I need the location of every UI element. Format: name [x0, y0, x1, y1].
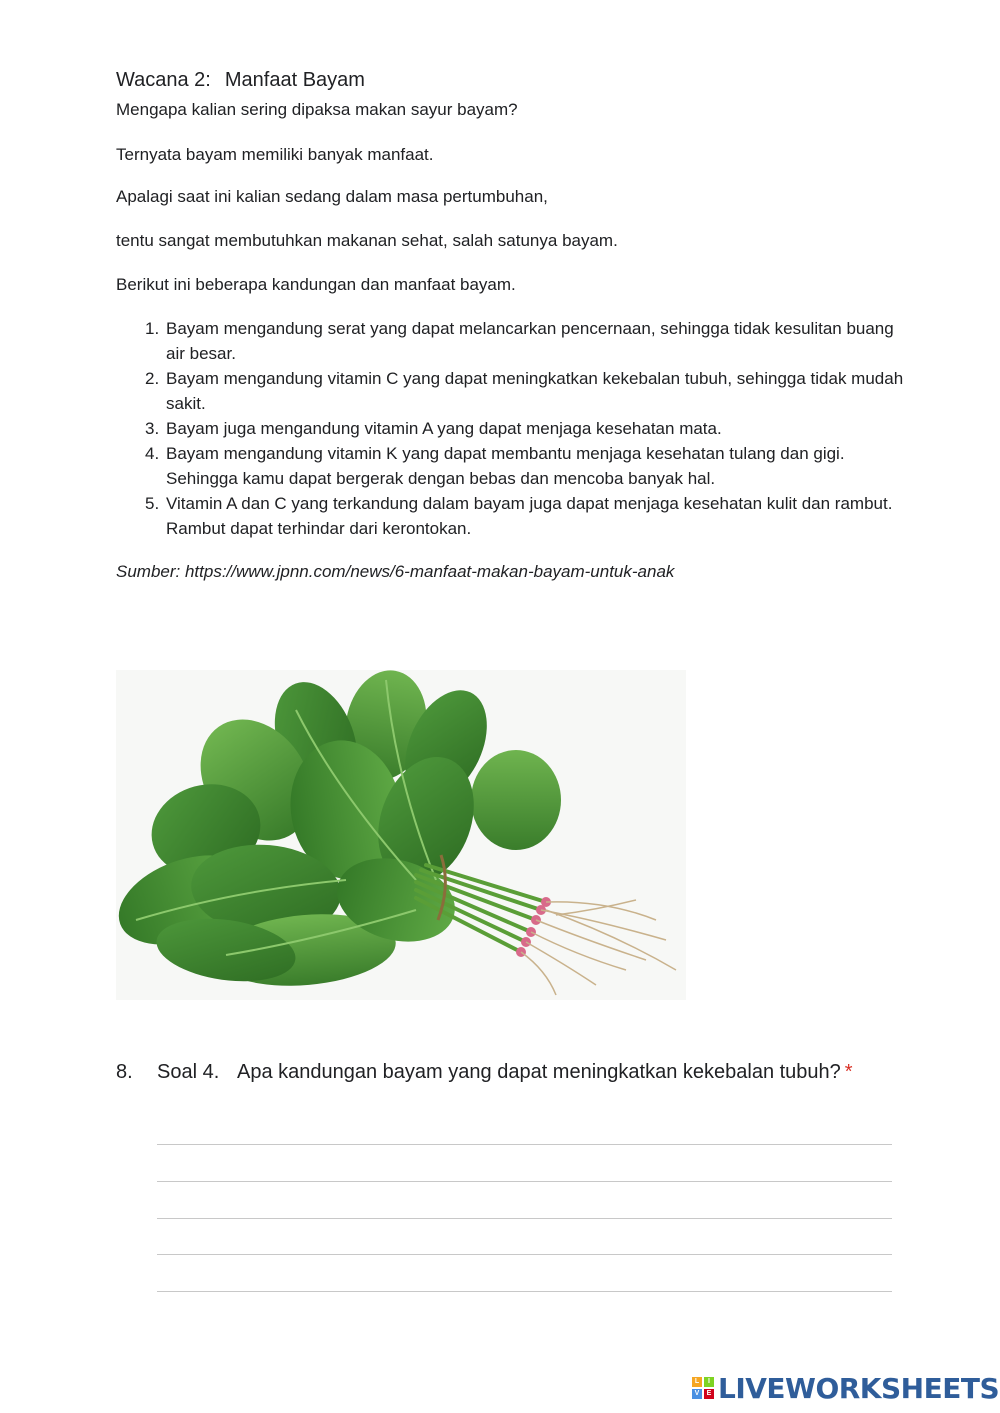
list-text: Bayam mengandung vitamin K yang dapat membantu menjaga kesehatan tulang dan gigi. Sehingga kamu dapat bergerak dengan bebas dan mencoba banyak hal.: [166, 444, 845, 488]
paragraph: Mengapa kalian sering dipaksa makan sayur bayam?: [116, 100, 518, 119]
list-item: [145, 416, 905, 441]
list-number: 3.: [145, 419, 160, 438]
passage-heading: Manfaat Bayam: [224, 69, 365, 91]
passage-title: [116, 69, 365, 92]
answer-line[interactable]: [157, 1254, 892, 1255]
logo-mark-letter: I: [704, 1377, 714, 1387]
list-text: Bayam juga mengandung vitamin A yang dapat menjaga kesehatan mata.: [166, 419, 722, 438]
passage-label: Wacana 2:: [116, 69, 211, 91]
list-number: 2.: [145, 369, 160, 388]
answer-line[interactable]: [157, 1291, 892, 1292]
benefits-list: [145, 316, 905, 541]
list-item: [145, 491, 905, 541]
paragraph: Berikut ini beberapa kandungan dan manfaat bayam.: [116, 275, 516, 294]
list-number: 5.: [145, 494, 160, 513]
question-prompt: [116, 1061, 853, 1084]
list-text: Bayam mengandung serat yang dapat melancarkan pencernaan, sehingga tidak kesulitan buang air besar.: [166, 319, 894, 363]
list-number: 4.: [145, 444, 160, 463]
logo-text: LIVEWORKSHEETS: [718, 1371, 1000, 1405]
list-number: 1.: [145, 319, 160, 338]
logo-mark-icon: [692, 1377, 714, 1399]
paragraph: tentu sangat membutuhkan makanan sehat, salah satunya bayam.: [116, 231, 618, 250]
list-item: [145, 441, 905, 491]
question-number: 8.: [116, 1061, 133, 1083]
answer-line[interactable]: [157, 1181, 892, 1182]
answer-line[interactable]: [157, 1144, 892, 1145]
spinach-image: [116, 670, 686, 1000]
logo-mark-letter: L: [692, 1377, 702, 1387]
paragraph: Apalagi saat ini kalian sedang dalam masa pertumbuhan,: [116, 187, 548, 206]
list-item: [145, 316, 905, 366]
paragraph: Ternyata bayam memiliki banyak manfaat.: [116, 145, 434, 164]
list-item: [145, 366, 905, 416]
question-text: Apa kandungan bayam yang dapat meningkatkan kekebalan tubuh?: [237, 1061, 841, 1083]
required-mark: *: [844, 1061, 853, 1083]
question-label: Soal 4.: [157, 1061, 220, 1083]
liveworksheets-logo: [692, 1370, 999, 1406]
logo-mark-letter: E: [704, 1389, 714, 1399]
logo-mark-letter: V: [692, 1389, 702, 1399]
list-text: Vitamin A dan C yang terkandung dalam bayam juga dapat menjaga kesehatan kulit dan rambut. Rambut dapat terhindar dari kerontokan.: [166, 494, 893, 538]
list-text: Bayam mengandung vitamin C yang dapat meningkatkan kekebalan tubuh, sehingga tidak mudah sakit.: [166, 369, 904, 413]
source-citation: Sumber: https://www.jpnn.com/news/6-manfaat-makan-bayam-untuk-anak: [116, 562, 675, 581]
answer-line[interactable]: [157, 1218, 892, 1219]
